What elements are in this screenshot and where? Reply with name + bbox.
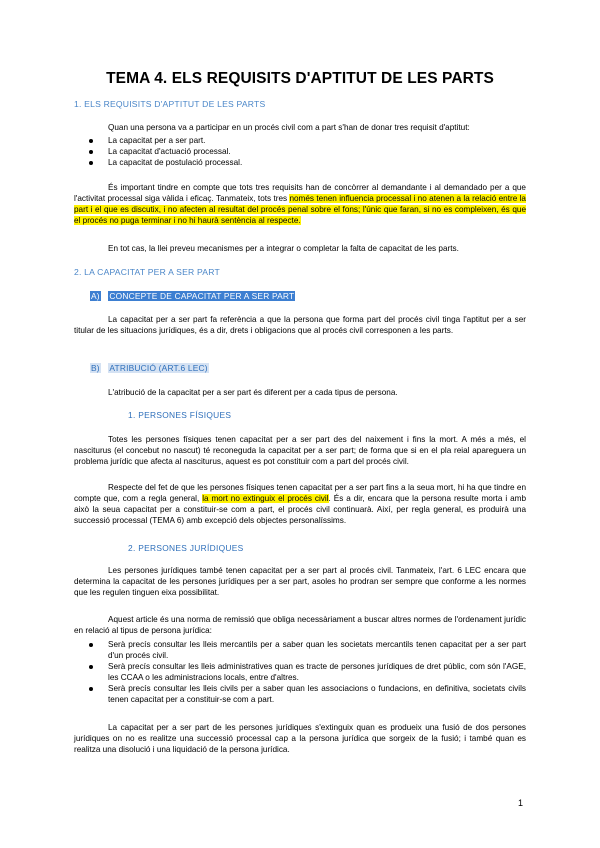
paragraph-concorrer [74, 182, 526, 226]
paragraph-fisiques-naixement-text: Totes les persones físiques tenen capacitat per a ser part des del naixement i fins la mort. A més a més, el nasciturus (el concebut no nascut) té reconeguda la capacitat per a ser part; de forma que si en el pla reial apareguera un problema jurídic que afecta al nasciturus, aquest es pot constituir com a part del procés civil. [74, 435, 526, 467]
paragraph-juridiques-extincio [74, 722, 526, 755]
paragraph-juridiques-remissio-text: Aquest article és una norma de remissió que obliga necessàriament a buscar altres normes de l'ordenament jurídic en relació al tipus de persona jurídica: [74, 615, 526, 636]
paragraph-intro-text: Quan una persona va a participar en un procés civil com a part s'han de donar tres requisit d'aptitut: [108, 123, 470, 132]
section-heading-capacitat: 2. LA CAPACITAT PER A SER PART [74, 267, 220, 277]
paragraph-concepte-text: La capacitat per a ser part fa referència a que la persona que forma part del procés civil tinga l'aptitut per a ser titular de les situacions jurídiques, és a dir, drets i obligacions que al procés civil corresponen a les parts. [74, 315, 526, 336]
paragraph-atribucio [74, 387, 526, 398]
highlighted-text: només tenen influencia processal i no atenen a la relació entre la part i el que es discutix, i no afecten al resultat del procés penal sobre el fons; l'únic que faran, si no es compleixen, és que el procés no puga terminar i no hi haurà sentència al respecte. [74, 194, 526, 226]
list-item: La capacitat per a ser part. [74, 135, 526, 146]
paragraph-mecanismes-text: En tot cas, la llei preveu mecanismes per a integrar o completar la falta de capacitat de les parts. [108, 244, 459, 253]
paragraph-atribucio-text: L'atribució de la capacitat per a ser part és diferent per a cada tipus de persona. [108, 388, 398, 397]
paragraph-concorrer-text: És important tindre en compte que tots tres requisits han de concòrrer al demandante i al demandado per a que l'activitat processal siga vàlida i eficaç. Tanmateix, tots tres [74, 183, 526, 204]
paragraph-fisiques-mort-text-a: Respecte del fet de que les persones físiques tenen capacitat per a ser part fins a la seua mort, hi ha que tindre en compte que, com a regla general, [74, 483, 526, 504]
list-item: Serà precís consultar les lleis mercantils per a saber quan les societats mercantils tenen capacitat per a ser part d'un procés civil. [74, 639, 526, 661]
subheading-atribucio-title: ATRIBUCIÓ (ART.6 LEC) [109, 363, 208, 373]
heading-persones-fisiques: 1. PERSONES FÍSIQUES [128, 410, 232, 420]
paragraph-fisiques-mort [74, 482, 526, 526]
subheading-concepte-label: A) [91, 291, 100, 301]
paragraph-juridiques-capacitat [74, 565, 526, 598]
paragraph-fisiques-naixement [74, 434, 526, 467]
heading-persones-juridiques: 2. PERSONES JURÍDIQUES [128, 543, 244, 553]
paragraph-juridiques-capacitat-text: Les persones jurídiques també tenen capacitat per a ser part al procés civil. Tanmateix, l'art. 6 LEC encara que determina la capacitat de les persones jurídiques per a ser part, asoles ho prodran ser sempre que conforme a les normes que les regulen tinguen eixa possibilitat. [74, 566, 526, 598]
section-heading-requisits: 1. ELS REQUISITS D'APTITUT DE LES PARTS [74, 99, 266, 109]
paragraph-fisiques-mort-text-b: . És a dir, encara que la persona resulte morta i amb això la seua capacitat per a constituir-se com a part, el procés civil continuarà. Així, per regla general, es produirà una successió processal (TEMA 6) amb excepció dels objectes personalíssims. [74, 494, 526, 526]
paragraph-intro [74, 122, 526, 133]
paragraph-concepte [74, 314, 526, 336]
list-item: Serà precís consultar les lleis civils per a saber quan les associacions o fundacions, en definitiva, societats civils tenen capacitat per a constituir-se com a part. [74, 683, 526, 705]
requisits-list [74, 135, 526, 168]
paragraph-mecanismes [74, 243, 526, 254]
subheading-atribucio [90, 363, 209, 373]
list-item: La capacitat d'actuació processal. [74, 146, 526, 157]
paragraph-juridiques-remissio [74, 614, 526, 636]
lleis-list [74, 639, 526, 706]
subheading-concepte-title: CONCEPTE DE CAPACITAT PER A SER PART [109, 291, 295, 301]
document-title: TEMA 4. ELS REQUISITS D'APTITUT DE LES PARTS [106, 70, 494, 87]
subheading-atribucio-label: B) [91, 363, 100, 373]
highlighted-text: la mort no extinguix el procés civil [202, 494, 329, 504]
page-number: 1 [518, 798, 524, 808]
subheading-concepte [90, 291, 295, 301]
list-item: La capacitat de postulació processal. [74, 157, 526, 168]
list-item: Serà precís consultar les lleis administratives quan es tracte de persones jurídiques de dret públic, com són l'AGE, les CCAA o les administracions locals, entre d'altres. [74, 661, 526, 683]
paragraph-juridiques-extincio-text: La capacitat per a ser part de les persones jurídiques s'extinguix quan es produeix una fusió de dos persones jurídiques on no es realitze una successió processal cap a la persona jurídica que sorgeix de la fusió; i també quan es realitza una disolució i una liquidació de la persona jurídica. [74, 723, 526, 755]
